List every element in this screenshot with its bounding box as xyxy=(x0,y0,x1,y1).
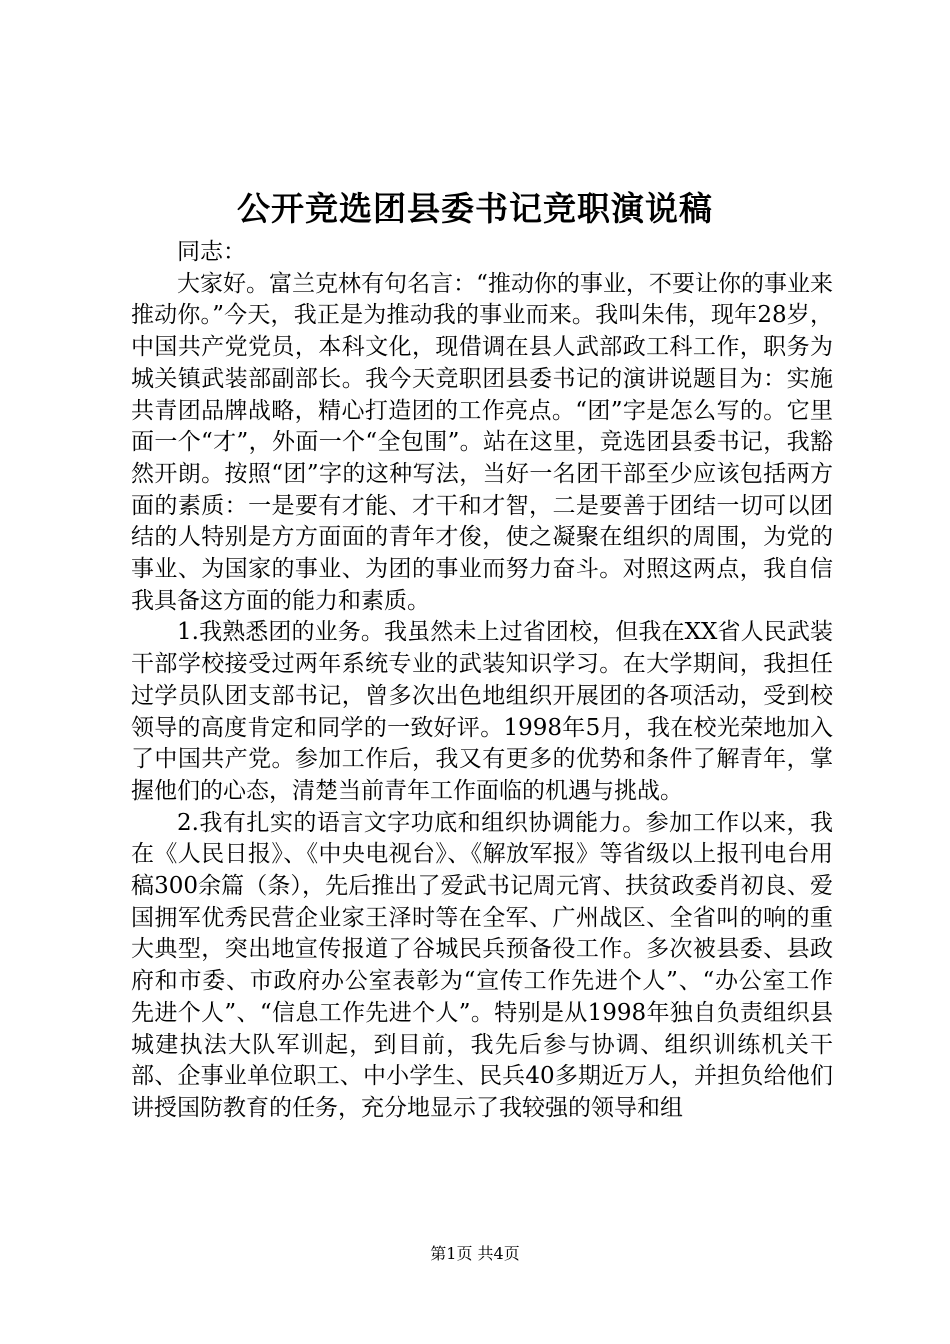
document-title: 公开竞选团县委书记竞职演说稿 xyxy=(237,189,713,228)
page-footer: 第1页 共4页 xyxy=(430,1244,520,1263)
paragraph-point-2: 2.我有扎实的语言文字功底和组织协调能力。参加工作以来，我在《人民日报》、《中央电视台》、《解放军报》等省级以上报刊电台用稿300余篇（条），先后推出了爱武书记周元宵、扶贫政委肖初良、爱国拥军优秀民营企业家王泽时等在全军、广州战区、全省叫的响的重大典型，突出地宣传报道了谷城民兵预备役工作。多次被县委、县政府和市委、市政府办公室表彰为“宣传工作先进个人”、“办公室工作先进个人”、“信息工作先进个人”。特别是从1998年独自负责组织县城建执法大队军训起，到目前，我先后参与协调、组织训练机关干部、企事业单位职工、中小学生、民兵40多期近万人，并担负给他们讲授国防教育的任务，充分地显示了我较强的领导和组 xyxy=(131,809,833,1121)
paragraph-point-1: 1.我熟悉团的业务。我虽然未上过省团校，但我在XX省人民武装干部学校接受过两年系统专业的武装知识学习。在大学期间，我担任过学员队团支部书记，曾多次出色地组织开展团的各项活动，受到校领导的高度肯定和同学的一致好评。1998年5月，我在校光荣地加入了中国共产党。参加工作后，我又有更多的优势和条件了解青年，掌握他们的心态，清楚当前青年工作面临的机遇与挑战。 xyxy=(131,619,833,804)
document-body xyxy=(131,237,833,1125)
salutation: 同志： xyxy=(177,239,246,265)
paragraph-intro: 大家好。富兰克林有句名言：“推动你的事业，不要让你的事业来推动你。”今天，我正是为推动我的事业而来。我叫朱伟，现年28岁，中国共产党党员，本科文化，现借调在县人武部政工科工作，职务为城关镇武装部副部长。我今天竞职团县委书记的演讲说题目为：实施共青团品牌战略，精心打造团的工作亮点。“团”字是怎么写的。它里面一个“才”，外面一个“全包围”。站在这里，竞选团县委书记，我豁然开朗。按照“团”字的这种写法，当好一名团干部至少应该包括两方面的素质：一是要有才能、才干和才智，二是要善于团结一切可以团结的人特别是方方面面的青年才俊，使之凝聚在组织的周围，为党的事业、为国家的事业、为团的事业而努力奋斗。对照这两点，我自信我具备这方面的能力和素质。 xyxy=(131,270,833,614)
